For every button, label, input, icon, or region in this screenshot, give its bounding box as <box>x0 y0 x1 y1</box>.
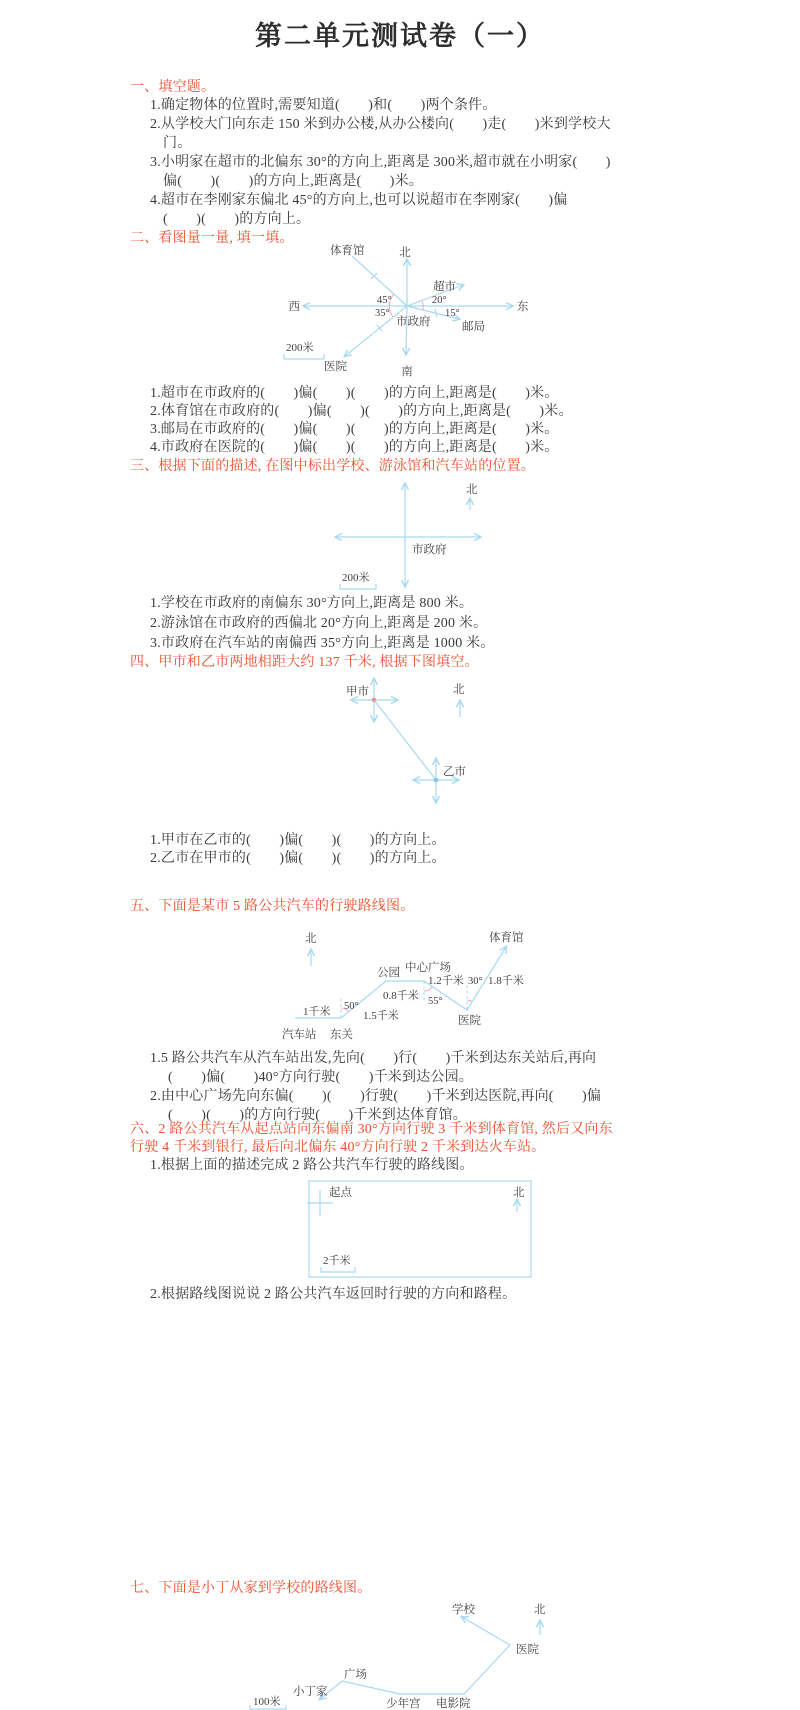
angle-label: 20° <box>432 295 447 306</box>
question-line: 偏( )( )的方向上,距离是( )米。 <box>163 174 424 189</box>
question-line: 2.乙市在甲市的( )偏( )( )的方向上。 <box>150 851 446 866</box>
home-label: 小丁家 <box>293 1686 328 1698</box>
section-6-header-line2: 行驶 4 千米到银行, 最后向北偏东 40°方向行驶 2 千米到达火车站。 <box>130 1140 546 1155</box>
scale-bracket <box>321 1267 355 1272</box>
question-line: ( )偏( )40°方向行驶( )千米到达公园。 <box>168 1070 473 1085</box>
start-label: 起点 <box>329 1187 352 1199</box>
post-office-label: 邮局 <box>462 321 485 333</box>
city-b-dot <box>434 778 439 783</box>
north-label: 北 <box>534 1604 546 1616</box>
city-a-label: 甲市 <box>346 686 369 698</box>
angle-label: 55° <box>428 996 443 1007</box>
supermarket-label: 超市 <box>433 281 456 293</box>
question-line: 2.游泳馆在市政府的西偏北 20°方向上,距离是 200 米。 <box>150 616 488 631</box>
school-label: 学校 <box>452 1604 475 1616</box>
question-line: 3.小明家在超市的北偏东 30°的方向上,距离是 300米,超市就在小明家( ) <box>150 155 611 170</box>
section-3-header: 三、根据下面的描述, 在图中标出学校、游泳馆和汽车站的位置。 <box>130 459 535 474</box>
question-line: 1.学校在市政府的南偏东 30°方向上,距离是 800 米。 <box>150 596 474 611</box>
section-7-header: 七、下面是小丁从家到学校的路线图。 <box>130 1581 372 1596</box>
cinema-label: 电影院 <box>436 1698 471 1710</box>
angle-label: 15° <box>445 308 460 319</box>
dongguan-label: 东关 <box>330 1029 353 1041</box>
distance-label: 1.2千米 <box>428 975 464 987</box>
question-line: 4.市政府在医院的( )偏( )( )的方向上,距离是( )米。 <box>150 440 559 455</box>
cities-connector-line <box>374 700 436 780</box>
distance-label: 1.5千米 <box>363 1010 399 1022</box>
question-line: ( )( )的方向上。 <box>163 212 311 227</box>
question-line: 4.超市在李刚家东偏北 45°的方向上,也可以说超市在李刚家( )偏 <box>150 193 568 208</box>
section-4-header: 四、甲市和乙市两地相距大约 137 千米, 根据下图填空。 <box>130 655 479 670</box>
question-line: 3.市政府在汽车站的南偏西 35°方向上,距离是 1000 米。 <box>150 636 495 651</box>
scale-label: 200米 <box>342 572 370 584</box>
distance-label: 0.8千米 <box>383 990 419 1002</box>
west-label: 西 <box>288 301 300 313</box>
angle-arc <box>424 987 432 991</box>
north-label: 北 <box>513 1187 525 1199</box>
section-5-header: 五、下面是某市 5 路公共汽车的行驶路线图。 <box>130 899 415 914</box>
home-school-route-diagram <box>250 1602 546 1710</box>
question-line: 1.甲市在乙市的( )偏( )( )的方向上。 <box>150 833 446 848</box>
page-title: 第二单元测试卷（一） <box>255 21 545 51</box>
angle-arc <box>467 1000 472 1001</box>
scale-label: 200米 <box>286 342 314 354</box>
angle-label: 50° <box>344 1001 359 1012</box>
section-1-header: 一、填空题。 <box>130 80 216 95</box>
distance-label: 1.8千米 <box>488 975 524 987</box>
plaza-label: 广场 <box>344 1669 367 1681</box>
park-label: 公园 <box>377 967 400 979</box>
question-line: 2.从学校大门向东走 150 米到办公楼,从办公楼向( )走( )米到学校大 <box>150 117 611 132</box>
hospital-label: 医院 <box>458 1015 481 1027</box>
south-axis <box>406 306 407 354</box>
gym-label: 体育馆 <box>330 245 365 257</box>
scale-label: 2千米 <box>323 1255 351 1267</box>
bus-station-label: 汽车站 <box>282 1029 317 1041</box>
question-line: 1.确定物体的位置时,需要知道( )和( )两个条件。 <box>150 98 497 113</box>
question-line: 1.根据上面的描述完成 2 路公共汽车行驶的路线图。 <box>150 1158 474 1173</box>
section-2-header: 二、看图量一量, 填一填。 <box>130 231 294 246</box>
question-line: 1.超市在市政府的( )偏( )( )的方向上,距离是( )米。 <box>150 386 559 401</box>
distance-label: 1千米 <box>303 1006 331 1018</box>
route-polyline <box>320 1617 510 1699</box>
hospital-label: 医院 <box>516 1644 539 1656</box>
plaza-label: 中心广场 <box>405 962 451 974</box>
section-6-header: 六、2 路公共汽车从起点站向东偏南 30°方向行驶 3 千米到体育馆, 然后又向东 <box>130 1122 613 1137</box>
city-hall-label: 市政府 <box>396 316 431 328</box>
question-line: 门。 <box>163 136 192 151</box>
compass-map-diagram <box>284 243 529 378</box>
north-label: 北 <box>453 684 465 696</box>
question-line: 1.5 路公共汽车从汽车站出发,先向( )行( )千米到达东关站后,再向 <box>150 1051 597 1066</box>
blank-cross-map-diagram <box>336 483 480 589</box>
angle-label: 30° <box>468 976 483 987</box>
angle-label: 35° <box>375 308 390 319</box>
city-b-label: 乙市 <box>443 766 466 778</box>
north-label: 北 <box>466 484 478 496</box>
scale-bracket <box>284 354 324 359</box>
question-line: 2.由中心广场先向东偏( )( )行驶( )千米到达医院,再向( )偏 <box>150 1089 602 1104</box>
city-hall-label: 市政府 <box>412 544 447 556</box>
question-line: 3.邮局在市政府的( )偏( )( )的方向上,距离是( )米。 <box>150 422 559 437</box>
route-box-diagram <box>307 1181 531 1277</box>
question-line: ( )( )的方向行驶( )千米到达体育馆。 <box>168 1108 467 1123</box>
gym-label: 体育馆 <box>489 932 524 944</box>
youth-palace-label: 少年宫 <box>386 1698 421 1710</box>
south-label: 南 <box>401 366 413 378</box>
question-line: 2.根据路线图说说 2 路公共汽车返回时行驶的方向和路程。 <box>150 1287 517 1302</box>
question-line: 2.体育馆在市政府的( )偏( )( )的方向上,距离是( )米。 <box>150 404 573 419</box>
bus-route-diagram <box>282 930 524 1041</box>
two-cities-diagram <box>346 679 466 802</box>
north-label: 北 <box>305 933 317 945</box>
hospital-label: 医院 <box>324 361 347 373</box>
scale-bracket <box>340 584 376 589</box>
scale-label: 100米 <box>253 1696 281 1708</box>
east-label: 东 <box>517 301 529 313</box>
angle-label: 45° <box>377 295 392 306</box>
north-label: 北 <box>399 247 411 259</box>
